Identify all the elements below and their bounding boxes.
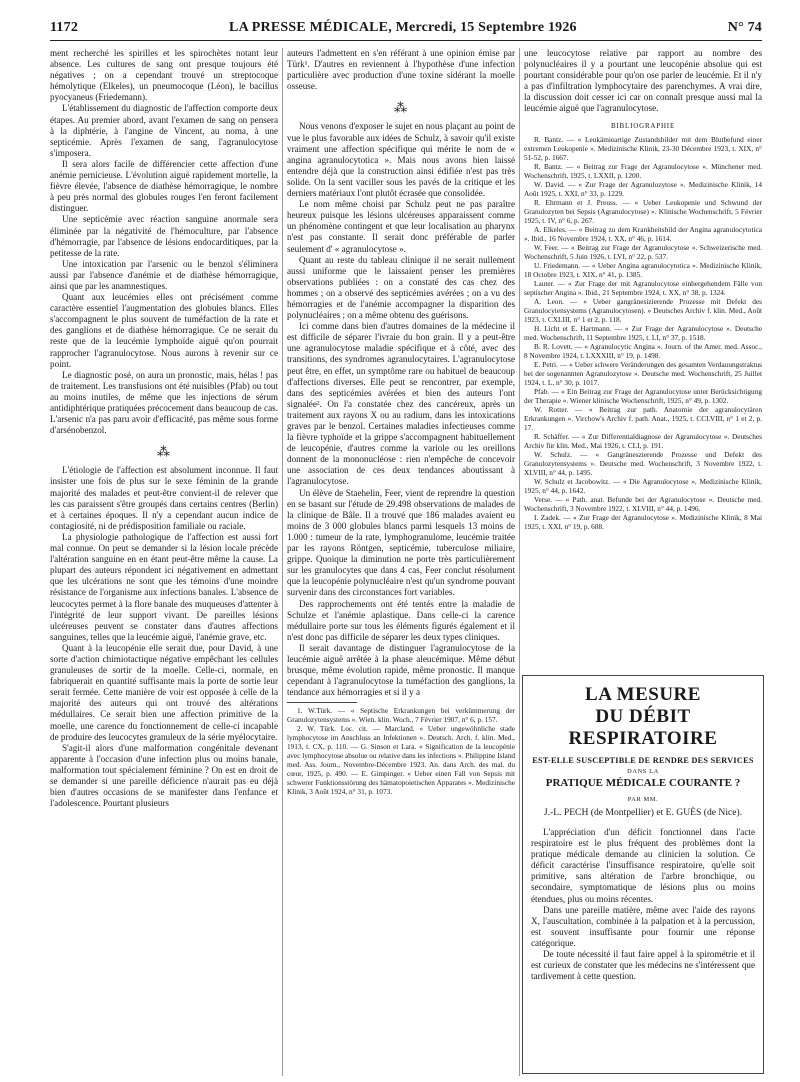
page-header bbox=[50, 20, 762, 38]
paragraph: ment recherché les spirilles et les spirochètes notant leur absence. Les cultures de sang ont presque toujours été négatives ; on a cependant trouvé un streptocoque hémolytique (Elkeles), un pneumocoque (Léon), le bacillus pyocyaneus (Friedemann). bbox=[50, 48, 278, 103]
column-2 bbox=[287, 48, 515, 1078]
article-subtitle: EST-ELLE SUSCEPTIBLE DE RENDRE DES SERVICES bbox=[532, 756, 754, 765]
paragraph: une leucocytose relative par rapport au nombre des polynucléaires il y a pourtant une leucopénie absolue qui est pourtant considérable pour qu'on ose parler de leucémie. Et il n'y a pas d'infiltration lymphocytaire des parenchymes. A vrai dire, la discussion doit cesser ici car on connaît presque aussi mal la leucémie aiguë que l'agranulocytose. bbox=[524, 48, 762, 114]
paragraph: Nous venons d'exposer le sujet en nous plaçant au point de vue le plus favorable aux idées de Schulz, à savoir qu'il existe vraiment une affection spécifique qui mérite le nom de « angina agranulocytotica ». Mais nous avons bien laissé entendre déjà que la construction ainsi édifiée n'est pas très solide. On la sent vaciller sous les pavés de la critique et les derniers matériaux l'ont plutôt écrasée que consolidée. bbox=[287, 121, 515, 199]
article-authors: J.-L. PECH (de Montpellier) et E. GUÈS (de Nice). bbox=[543, 807, 743, 818]
paragraph: De toute nécessité il faut faire appel à la spirométrie et il est curieux de constater que les médecins ne s'intéressent que tardivement à cette question. bbox=[531, 949, 755, 982]
page-number: 1172 bbox=[50, 20, 79, 35]
paragraph: Il sera alors facile de différencier cette affection d'une anémie pernicieuse. L'évolution aiguë rapidement mortelle, la fièvre élevée, l'absence de diathèse hémorragique, le nombre à peu près normal des globules rouges l'en feront facilement distinguer. bbox=[50, 158, 278, 214]
column-divider bbox=[519, 48, 520, 1076]
bibliography-entry: Verse. — « Path. anat. Befunde bei der Agranulocytose ». Deutsche med. Wochenschrift, 3 Novembre 1922, t. XLVIII, n° 44, p. 1496. bbox=[524, 494, 762, 513]
paragraph: Quant au reste du tableau clinique il ne serait nullement aussi uniforme que le laissaient penser les premières observations publiées : on a constaté des cas chez des hommes ; on a observé des septicémies avérées ; on a vu des hémorragies et de l'anémie accompagner la disparition des polynucléaires ; on a même obtenu des guérisons. bbox=[287, 254, 515, 321]
bibliography-entry: W. Rotter. — « Beitrag zur path. Anatomie der agranulocytären Erkrankungen ». Virchow's Archiv f. path. Anat., 1925, t. CCLVIII, n° 1 et 2, p. 17. bbox=[524, 404, 762, 432]
bibliography-entry: B. R. Lovett. — « Agranulocytic Angina ». Journ. of the Amer. med. Assoc., 8 Novembre 1924, t. LXXXIII, n° 19, p. 1498. bbox=[524, 341, 762, 360]
bibliography-entry: H. Licht et E. Hartmann. — « Zur Frage der Agranulocytose ». Deutsche med. Wochenschrift, 11 Septembre 1925, t. LI, n° 37, p. 1518. bbox=[524, 323, 762, 342]
article-subtitle-line2: PRATIQUE MÉDICALE COURANTE ? bbox=[545, 777, 741, 789]
footnote: 1. W.Türk. — « Septische Erkrankungen bei verkümmerung der Granulozytensystems ». Wien. klin. Woch., 7 Février 1907, n° 6, p. 157. bbox=[287, 706, 515, 725]
bibliography-entry: W. Schulz et Jacobowitz. — « Die Agranulocytose », Medizinische Klinik, 1925, n° 44, p. 1642. bbox=[524, 476, 762, 495]
bibliography-entry: E. Petri. — « Ueber schwere Veränderungen des gesamten Verdauungstraktus bei der sogenannten Agranulozytose ». Deutsche med. Wochenschrift, 25 Juillet 1924, t. L, n° 30, p. 1017. bbox=[524, 359, 762, 387]
paragraph: Ici comme dans bien d'autres domaines de la médecine il est difficile de séparer l'ivraie du bon grain. Il y a peut-être une agranulocytose maladie spécifique et à côté, avec des transitions, des syndromes agranulocytaires. L'agranulocytose peut être, en effet, un symptôme rare ou habituel de beaucoup d'affections diverses. Elle peut se rencontrer, par exemple, dans des septicémies avérées et bien des auteurs l'ont signalée². On l'a constatée chez des cancéreux, après un traitement aux rayons X ou au radium, dans les intoxications graves par le benzol. Certaines maladies infectieuses comme la fièvre typhoïde et la grippe s'accompagnent habituellement de leucopénie, d'autres comme la variole ou les oreillons donnent de la mononucléose : rien n'empêche de concevoir une association de ces deux tendances aboutissant à l'agranulocytose. bbox=[287, 321, 515, 487]
paragraph: auteurs l'admettent en s'en référant à une opinion émise par Türk¹. D'autres en reviennent à l'hypothèse d'une infection particulière avec production d'une toxine sidérant la moelle osseuse. bbox=[287, 48, 515, 92]
bibliography-entry: A. Elkeles. — « Beitrag zu dem Krankheitsbild der Angina agranulocytotica ». Ibid., 16 Novembre 1924, t. XX, n° 46, p. 1614. bbox=[524, 224, 762, 243]
paragraph: Des rapprochements ont été tentés entre la maladie de Schulze et l'anémie aplastique. Dans celle-ci la carence médullaire porte sur tous les éléments figurés également et il n'est donc pas difficile de séparer les deux types cliniques. bbox=[287, 598, 515, 642]
article-title-line2: DU DÉBIT RESPIRATOIRE bbox=[568, 706, 718, 749]
paragraph: Quant à la leucopénie elle serait due, pour David, à une sorte d'action chimiotactique négative empêchant les cellules granuleuses de sortir de la moelle. Celle-ci, normale, en fabriquerait en quantité suffisante mais la porte de sortie leur serait fermée. Cette manière de voir est opposée à celle de la majorité des auteurs qui ont trouvé des altérations médullaires. Ce serait bien une affection primitive de la moelle, une carence du fonctionnement de celle-ci incapable de produire des leucocytes granuleux de la série myélocytaire. bbox=[50, 642, 278, 742]
column-1 bbox=[50, 48, 278, 1078]
paragraph: L'étiologie de l'affection est absolument inconnue. Il faut insister une fois de plus sur le sexe féminin de la grande majorité des malades et peut-être convient-il de relever que les cas paraissent s'être groupés dans certains centres (Berlin) et à certaines époques. Il n'y a cependant aucun indice de contagiosité, ni de prédisposition familiale ou raciale. bbox=[50, 465, 278, 531]
bibliography-title: BIBLIOGRAPHIE bbox=[610, 121, 676, 130]
bibliography-entry: W. Schulz. — « Gangräneszierende Prozesse und Defekt des Granulozytensystems ». Deutsche med. Wochenschrift, 3 Novembre 1922, t. XLVIII, n° 44, p. 1495. bbox=[524, 449, 762, 477]
column-3 bbox=[524, 48, 762, 668]
bibliography-entry: A. Leon. — « Ueber gangränesizierende Prozesse mit Defekt des Granulocytensystems (Agranulocytosen). » Deutsches Archiv f. klin. Med., Août 1923, t. CXLIII, n° 1 et 2, p. 118. bbox=[524, 296, 762, 324]
article-by-line: PAR MM. bbox=[627, 796, 659, 803]
footnote: 2. W. Türk. Loc. cit. — Marcland. « Ueber ungewöhnliche stade lymphocytose im Anschluss an Infektionen ». Deutsch. Arch. f. klin. Med., 1913, t. CX, p. 110. — G. Sinson et Lara. « Signification de la leucopénie avec lymphocytose absolue ou relative dans les infections ». Philippine Island med. Ass. Journ., Novembre-Décembre 1923. An. dans Arch. des mal. du cœur, 1925, p. 490. — E. Gimpinger. « Ueber einen Fall von Sepsis mit schwerer Funktionsstörung des hämatopoietischen Apparates ». Medizinische Klinik, 3 Août 1924, n° 31, p. 1073. bbox=[287, 724, 515, 797]
paragraph: La physiologie pathologique de l'affection est aussi fort mal connue. On peut se demander si la lésion locale précède l'altération sanguine en en étant peut-être même la cause. La plupart des auteurs répondent ici négativement en admettant que les ulcérations ne sont que les témoins d'une moindre résistance de l'organisme aux infections banales. L'absence de leucocytes permet à la flore banale des muqueuses d'attenter à l'intégrité de leur support vivant. De pareilles lésions ulcéreuses peuvent se constater dans d'autres affections sanguines, telles que la leucémie aiguë, l'anémie grave, etc. bbox=[50, 531, 278, 642]
bibliography-list bbox=[524, 135, 762, 531]
bibliography-entry: R. Ehrmann et J. Preuss. — « Ueber Leukopenie und Schwund der Granulozyten bei Sepsis (Agranulocytose) ». Klinische Wochenschrift, 5 Février 1925, t. IV, n° 6, p. 267. bbox=[524, 197, 762, 225]
paragraph: Un élève de Staehelin, Feer, vient de reprendre la question en se basant sur l'étude de 29.498 observations de malades de la clinique de Bâle. Il a trouvé que 186 malades avaient eu moins de 3 000 globules blancs parmi lesquels 13 moins de 1.000 : tumeur de la rate, lymphogranulome, leucémie traitée par les rayons Röntgen, septicémie, tuberculose miliaire, grippe. Quoique la diminution ne porte très particulièrement sur les granulocytes que dans 4 cas, Feer conclut résolument que la leucopénie polynucléaire n'est qu'un syndrome pouvant survenir dans des circonstances fort variables. bbox=[287, 487, 515, 598]
bibliography-entry: R. Schäffer. — « Zur Differentialdiagnose der Agranulocytose ». Deutsches Archiv für klin. Med., Mai 1926, t. CLI, p. 191. bbox=[524, 431, 762, 450]
bibliography-entry: Pfab. — « Ein Beitrag zur Frage der Agranulocytose unter Berücksichtigung der Therapie ». Wiener klinische Wochenschrift, 1925, n° 49, p. 1302. bbox=[524, 386, 762, 405]
paragraph: Le diagnostic posé, on aura un pronostic, mais, hélas ! pas de traitement. Les transfusions ont été nuisibles (Pfab) ou tout au moins inutiles, de même que les injections de sérum antidiphtérique pratiquées précocement dans beaucoup de cas. L'arsenic n'a pas paru avoir d'efficacité, pas même sous forme d'arsénobenzol. bbox=[50, 369, 278, 436]
bibliography-entry: R. Bantz. — « Leukämieartige Zustandsbilder mit dem Blutbefund einer extremen Leukopenie ». Medizinische Klinik, 23-30 Décembre 1923, t. XIX, n° 51-52, p. 1667. bbox=[524, 134, 762, 162]
article-title: LA MESURE bbox=[585, 684, 701, 705]
article-body bbox=[531, 827, 755, 982]
paragraph: L'établissement du diagnostic de l'affection comporte deux étapes. Au premier abord, avant l'examen de sang on pensera à la diphtérie, à l'angine de Vincent, au noma, à une septicémie. Après l'examen de sang, l'agranulocytose s'imposera. bbox=[50, 103, 278, 158]
column-divider bbox=[282, 48, 283, 1076]
new-article-box bbox=[522, 675, 764, 1074]
header-rule bbox=[50, 40, 762, 41]
bibliography-entry: W. David. — « Zur Frage der Agranulozytose ». Medizinische Klinik, 14 Août 1925, t. XXI, n° 33, p. 1229. bbox=[524, 179, 762, 198]
bibliography-entry: W. Feer. — « Beitrag zur Frage der Agranulocytose ». Schweizerische med. Wochenschrift, 5 Juin 1926, t. LVI, n° 22, p. 537. bbox=[524, 242, 762, 261]
footnote-rule bbox=[287, 702, 357, 703]
paragraph: L'appréciation d'un déficit fonctionnel dans l'acte respiratoire est le plus fréquent des problèmes dont la pratique médicale demande au clinicien la solution. Ce déficit caractérise l'insuffisance respiratoire, qu'elle soit primitive, sans altération de l'arbre bronchique, ou secondaire, symptomatique de lésions plus ou moins étendues, plus ou moins récentes. bbox=[531, 827, 755, 904]
paragraph: Une septicémie avec réaction sanguine anormale sera éliminée par la négativité de l'hémoculture, par l'absence d'hémorragie, par l'absence de lésions endocarditiques, par la petitesse de la rate. bbox=[50, 214, 278, 258]
paragraph: Une intoxication par l'arsenic ou le benzol s'éliminera aussi par l'absence d'anémie et de diathèse hémorragique, ainsi que par les anamnestiques. bbox=[50, 258, 278, 291]
footnotes bbox=[287, 706, 515, 796]
paragraph: Le nom même choisi par Schulz peut ne pas paraître heureux puisque les lésions ulcéreuses apparaissent comme un phénomène contingent et que leur localisation au pharynx n'est pas constante. Il serait donc préférable de parler seulement d' « agranulocytose ». bbox=[287, 199, 515, 254]
section-separator-stars: ⁂ bbox=[157, 444, 171, 460]
section-separator-stars: ⁂ bbox=[394, 100, 408, 116]
paragraph: Quant aux leucémies elles ont précisément comme caractère essentiel l'augmentation des globules blancs. Elles s'accompagnent le plus souvent de tuméfaction de la rate et des ganglions et de diathèse hémorragique. Ce ne serait du reste que de la leucémie lymphoïde aiguë qu'on pourrait rapprocher l'agranulocytose. Nous aurons à revenir sur ce point. bbox=[50, 292, 278, 369]
paragraph: Il serait davantage de distinguer l'agranulocytose de la leucémie aiguë arrêtée à la phase aleucémique. Même début brusque, même évolution rapide, même pronostic. Il manque cependant à l'agranulocytose la tuméfaction des ganglions, la tendance aux hémorragies et si il y a bbox=[287, 642, 515, 698]
bibliography-entry: Lauter. — « Zur Frage der mit Agranulocytose einhergehendem Fälle von septischer Angina ». Ibid., 21 Septembre 1924, t. XX, n° 38, p. 1324. bbox=[524, 278, 762, 297]
paragraph: S'agit-il alors d'une malformation congénitale devenant apparente à l'occasion d'une infection plus ou moins banale, malformation tout spécialement féminine ? On est en droit de se demander si une pareille déficience n'aurait pas eu déjà bien d'autres occasions de se manifester dans l'enfance et l'adolescence. Pourtant plusieurs bbox=[50, 742, 278, 809]
bibliography-entry: I. Zadek. — « Zur Frage der Agranulocytose ». Medizinische Klinik, 8 Mai 1925, t. XXI, n° 19, p. 688. bbox=[524, 512, 762, 531]
issue-number: N° 74 bbox=[727, 20, 762, 35]
paragraph: Dans une pareille matière, même avec l'aide des rayons X, l'auscultation, combinée à la palpation et à la percussion, est souvent insuffisante pour fournir une réponse catégorique. bbox=[531, 904, 755, 948]
journal-title: LA PRESSE MÉDICALE, Mercredi, 15 Septembre 1926 bbox=[229, 20, 577, 35]
bibliography-entry: R. Bantz. — « Beitrag zur Frage der Agranulocytose ». Münchener med. Wochenschrift, 1925, t. LXXII, p. 1200. bbox=[524, 161, 762, 180]
bibliography-entry: U. Friedemann. — « Ueber Angina agranulocytotica ». Medizinische Klinik, 18 Octobre 1923, t. XIX, n° 41, p. 1385. bbox=[524, 260, 762, 279]
article-subtitle-connector: DANS LA bbox=[627, 768, 659, 775]
